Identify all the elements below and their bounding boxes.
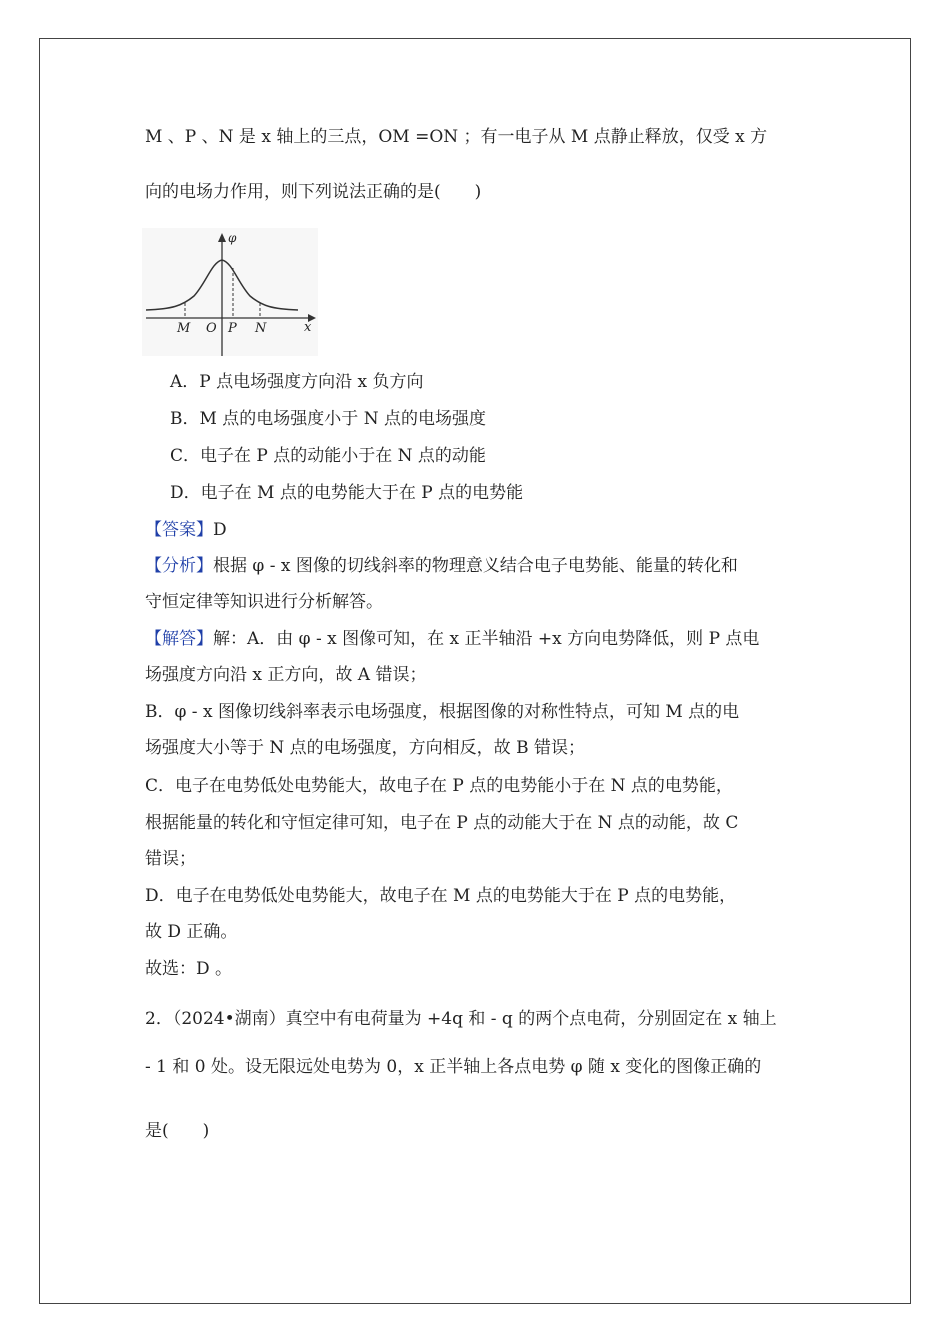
solution-text-1: 解：A．由 φ - x 图像可知，在 x 正半轴沿 +x 方向电势降低，则 P 点电 [213,629,760,649]
question2-line-1: 2．（2024•湖南）真空中有电荷量为 +4q 和 - q 的两个点电荷，分别固定在 x 轴上 [145,1009,777,1029]
option-b: B．M 点的电场强度小于 N 点的电场强度 [170,409,486,429]
answer-line [145,519,227,541]
solution-line-9: 故 D 正确。 [145,922,238,942]
solution-line-4: 场强度大小等于 N 点的电场强度，方向相反，故 B 错误； [145,738,585,758]
point-o-label: O [206,321,217,336]
analysis-line-1 [145,555,738,577]
solution-line-10: 故选：D 。 [145,959,233,979]
solution-line-1 [145,628,759,650]
point-n-label: N [255,321,267,336]
question-line-2: 向的电场力作用，则下列说法正确的是( ) [145,182,482,202]
solution-tag: 【解答】 [145,629,213,649]
point-p-label: P [228,321,237,336]
solution-line-8: D．电子在电势低处电势能大，故电子在 M 点的电势能大于在 P 点的电势能， [145,886,737,906]
solution-line-6: 根据能量的转化和守恒定律可知，电子在 P 点的动能大于在 N 点的动能，故 C [145,813,739,833]
answer-tag: 【答案】 [145,520,213,540]
x-axis-label: x [304,320,312,335]
analysis-tag: 【分析】 [145,556,213,576]
question2-line-3: 是( ) [145,1121,210,1141]
analysis-line-2: 守恒定律等知识进行分析解答。 [145,592,383,612]
solution-line-5: C．电子在电势低处电势能大，故电子在 P 点的电势能小于在 N 点的电势能， [145,776,733,796]
option-d: D．电子在 M 点的电势能大于在 P 点的电势能 [170,483,524,503]
solution-line-7: 错误； [145,849,196,869]
phi-axis-label: φ [228,231,237,245]
solution-line-2: 场强度方向沿 x 正方向，故 A 错误； [145,665,427,685]
question2-line-2: - 1 和 0 处。设无限远处电势为 0，x 正半轴上各点电势 φ 随 x 变化的图像正确的 [145,1057,762,1077]
option-c: C．电子在 P 点的动能小于在 N 点的动能 [170,446,486,466]
solution-line-3: B．φ - x 图像切线斜率表示电场强度，根据图像的对称性特点，可知 M 点的电 [145,702,740,722]
analysis-text-1: 根据 φ - x 图像的切线斜率的物理意义结合电子电势能、能量的转化和 [213,556,738,576]
point-m-label: M [177,321,191,336]
option-a: A．P 点电场强度方向沿 x 负方向 [170,372,424,392]
potential-graph [142,228,318,356]
answer-text: D [213,520,227,540]
question-line-1: M 、P 、N 是 x 轴上的三点，OM =ON ；有一电子从 M 点静止释放，仅受 x 方 [145,127,768,147]
